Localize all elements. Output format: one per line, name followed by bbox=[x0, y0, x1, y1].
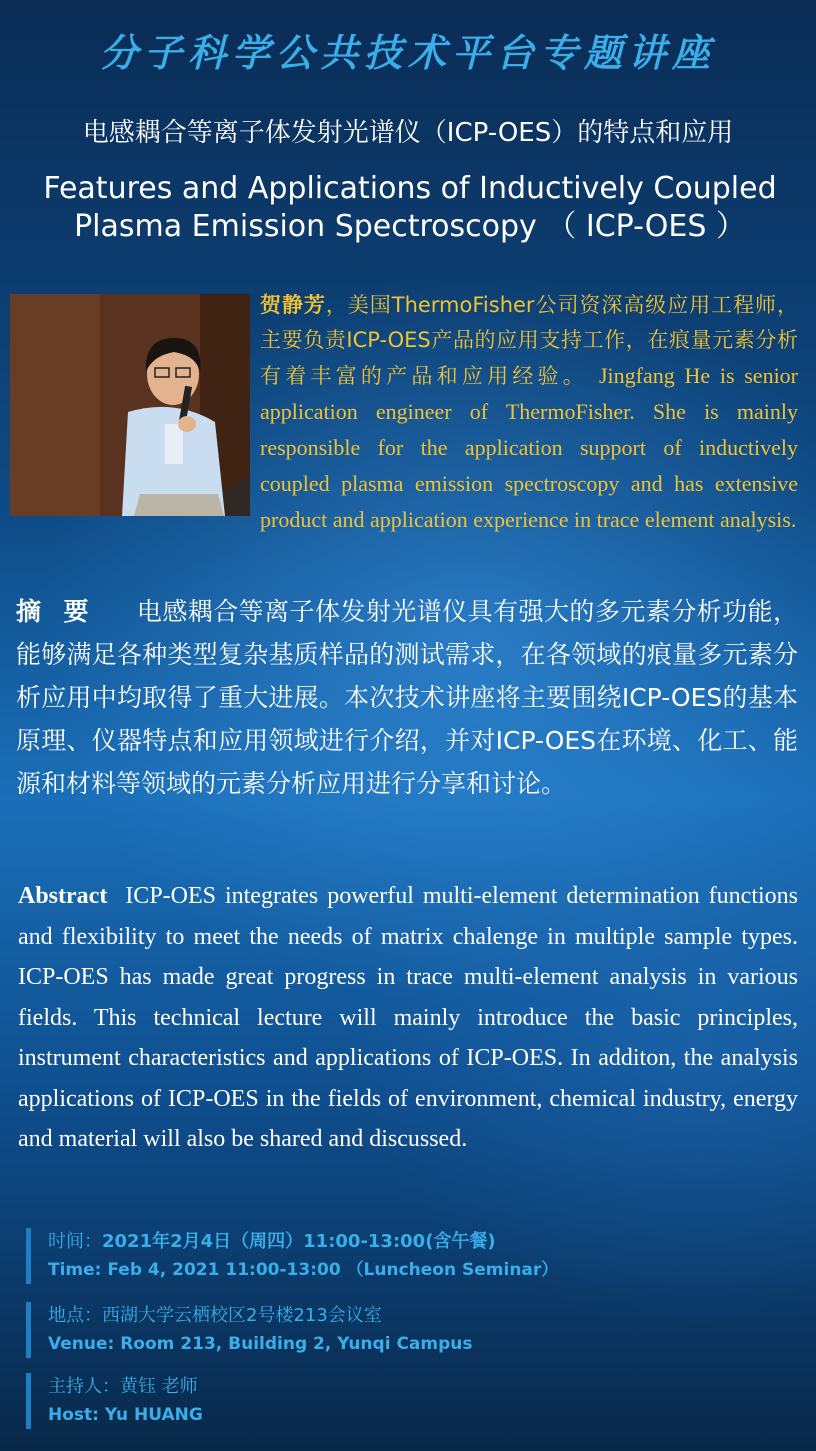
time-cn-label: 时间： bbox=[48, 1231, 102, 1252]
abstract-cn-text: 电感耦合等离子体发射光谱仪具有强大的多元素分析功能，能够满足各种类型复杂基质样品的测试需求，在各领域的痕量多元素分析应用中均取得了重大进展。本次技术讲座将主要围绕ICP-OES的基本原理、仪器特点和应用领域进行介绍，并对ICP-OES在环境、化工、能源和材料等领域的元素分析应用进行分享和讨论。 bbox=[16, 597, 798, 798]
info-host bbox=[26, 1373, 808, 1429]
abstract-en-label: Abstract bbox=[18, 883, 108, 909]
abstract-cn bbox=[16, 590, 798, 805]
speaker-bio bbox=[10, 288, 798, 538]
lecture-title-en-line1: Features and Applications of Inductively Coupled bbox=[43, 171, 777, 206]
host-cn-label: 主持人： bbox=[48, 1376, 120, 1397]
venue-en: Venue: Room 213, Building 2, Yunqi Campus bbox=[48, 1334, 473, 1354]
speaker-name: 贺静芳 bbox=[260, 293, 326, 317]
lecture-title-en bbox=[30, 170, 790, 246]
venue-cn-label: 地点： bbox=[48, 1305, 102, 1326]
host-en: Host: Yu HUANG bbox=[48, 1405, 203, 1425]
time-en: Time: Feb 4, 2021 11:00-13:00 （Luncheon Seminar） bbox=[48, 1260, 559, 1280]
host-cn-value: 黄钰 老师 bbox=[120, 1376, 198, 1397]
time-cn-value: 2021年2月4日（周四）11:00-13:00(含午餐) bbox=[102, 1231, 496, 1252]
speaker-bio-en: Jingfang He is senior application engineer of ThermoFisher. She is mainly responsible for the application support of inductively coupled plasma emission spectroscopy and has extensive product and application experience in trace element analysis. bbox=[260, 363, 799, 532]
lecture-title-en-line2: Plasma Emission Spectroscopy （ ICP-OES ） bbox=[74, 209, 746, 244]
abstract-cn-label: 摘要 bbox=[16, 597, 111, 626]
info-time bbox=[26, 1228, 808, 1284]
venue-cn-value: 西湖大学云栖校区2号楼213会议室 bbox=[102, 1305, 382, 1326]
abstract-en-text: ICP-OES integrates powerful multi-element determination functions and flexibility to meet the needs of matrix chalenge in multiple sample types. ICP-OES has made great progress in trace multi-element analysis in various fields. This technical lecture will mainly introduce the basic principles, instrument characteristics and applications of ICP-OES. In additon, the analysis applications of ICP-OES in the fields of environment, chemical industry, energy and material will also be shared and discussed. bbox=[18, 883, 798, 1152]
info-venue bbox=[26, 1302, 808, 1358]
speaker-bio-cn: ，美国ThermoFisher公司资深高级应用工程师，主要负责ICP-OES产品的应用支持工作，在痕量元素分析有着丰富的产品和应用经验。 bbox=[260, 293, 798, 388]
abstract-en bbox=[18, 876, 798, 1160]
lecture-series-title: 分子科学公共技术平台专题讲座 bbox=[99, 30, 716, 75]
lecture-title-cn: 电感耦合等离子体发射光谱仪（ICP-OES）的特点和应用 bbox=[82, 118, 734, 148]
